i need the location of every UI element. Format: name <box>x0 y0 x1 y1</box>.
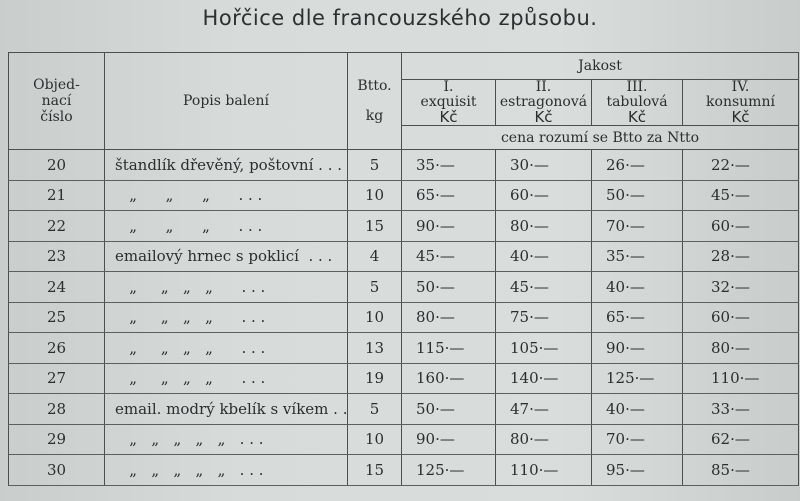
price-quality-1-cell: 45·— <box>402 241 496 272</box>
quality-number: IV. <box>731 79 750 95</box>
description-cell: „ „ „ „ „ . . . <box>105 455 348 486</box>
price-quality-4-cell: 33·— <box>683 394 799 425</box>
weight-cell: 10 <box>348 424 402 455</box>
order-number-cell: 28 <box>9 394 105 425</box>
price-quality-1-cell: 90·— <box>402 424 496 455</box>
description-cell: „ „ „ „ . . . <box>105 272 348 303</box>
table-row <box>9 211 799 242</box>
description-cell: emailový hrnec s poklicí . . . <box>105 241 348 272</box>
price-quality-1-cell: 65·— <box>402 180 496 211</box>
price-quality-4-cell: 80·— <box>683 333 799 364</box>
price-quality-2-cell: 75·— <box>496 302 592 333</box>
price-quality-1-cell: 125·— <box>402 455 496 486</box>
order-number-header-line: číslo <box>40 109 73 125</box>
description-cell: „ „ „ . . . <box>105 211 348 242</box>
description-cell: štandlík dřevěný, poštovní . . . <box>105 150 348 181</box>
table-row <box>9 241 799 272</box>
price-quality-4-cell: 62·— <box>683 424 799 455</box>
table-row <box>9 333 799 364</box>
quality-number: III. <box>626 79 648 95</box>
table-row <box>9 180 799 211</box>
table-row <box>9 302 799 333</box>
quality-1-header <box>402 80 496 126</box>
order-number-cell: 21 <box>9 180 105 211</box>
currency-unit: Kč <box>439 108 458 126</box>
price-quality-1-cell: 50·— <box>402 272 496 303</box>
order-number-header-line: nací <box>41 93 72 109</box>
price-quality-2-cell: 110·— <box>496 455 592 486</box>
price-quality-3-cell: 40·— <box>592 394 683 425</box>
table-row <box>9 394 799 425</box>
quality-2-header <box>496 80 592 126</box>
order-number-cell: 25 <box>9 302 105 333</box>
order-number-header-line: Objed- <box>33 77 80 93</box>
price-table <box>8 52 799 486</box>
price-quality-3-cell: 70·— <box>592 424 683 455</box>
weight-cell: 5 <box>348 150 402 181</box>
price-quality-3-cell: 95·— <box>592 455 683 486</box>
price-quality-2-cell: 105·— <box>496 333 592 364</box>
page-title: Hořčice dle francouzského způsobu. <box>202 6 598 30</box>
quality-header: Jakost <box>402 53 799 80</box>
price-quality-4-cell: 22·— <box>683 150 799 181</box>
description-cell: „ „ „ „ . . . <box>105 302 348 333</box>
description-cell: email. modrý kbelík s víkem . . <box>105 394 348 425</box>
price-quality-1-cell: 90·— <box>402 211 496 242</box>
price-quality-4-cell: 60·— <box>683 302 799 333</box>
weight-cell: 5 <box>348 394 402 425</box>
price-quality-3-cell: 35·— <box>592 241 683 272</box>
weight-cell: 4 <box>348 241 402 272</box>
price-quality-1-cell: 115·— <box>402 333 496 364</box>
price-quality-2-cell: 80·— <box>496 424 592 455</box>
table-row <box>9 455 799 486</box>
weight-header <box>348 53 402 150</box>
description-header: Popis balení <box>105 53 348 150</box>
price-quality-3-cell: 50·— <box>592 180 683 211</box>
table-row <box>9 272 799 303</box>
order-number-cell: 22 <box>9 211 105 242</box>
table-row <box>9 150 799 181</box>
weight-cell: 10 <box>348 302 402 333</box>
table-row <box>9 424 799 455</box>
price-quality-4-cell: 60·— <box>683 211 799 242</box>
price-quality-1-cell: 50·— <box>402 394 496 425</box>
order-number-cell: 20 <box>9 150 105 181</box>
table-row <box>9 363 799 394</box>
weight-header-line: Btto. <box>357 78 392 94</box>
price-quality-3-cell: 70·— <box>592 211 683 242</box>
price-quality-4-cell: 28·— <box>683 241 799 272</box>
currency-unit: Kč <box>534 108 553 126</box>
table-body <box>9 150 799 486</box>
price-quality-2-cell: 140·— <box>496 363 592 394</box>
order-number-header <box>9 53 105 150</box>
price-quality-1-cell: 160·— <box>402 363 496 394</box>
weight-cell: 19 <box>348 363 402 394</box>
price-quality-4-cell: 32·— <box>683 272 799 303</box>
quality-name: estragonová <box>499 94 588 110</box>
order-number-cell: 29 <box>9 424 105 455</box>
price-quality-2-cell: 40·— <box>496 241 592 272</box>
weight-header-line: kg <box>365 108 384 124</box>
weight-cell: 10 <box>348 180 402 211</box>
price-quality-2-cell: 60·— <box>496 180 592 211</box>
order-number-cell: 23 <box>9 241 105 272</box>
price-quality-2-cell: 45·— <box>496 272 592 303</box>
quality-name: tabulová <box>606 94 668 110</box>
quality-4-header <box>683 80 799 126</box>
price-quality-2-cell: 80·— <box>496 211 592 242</box>
order-number-cell: 24 <box>9 272 105 303</box>
quality-3-header <box>592 80 683 126</box>
price-quality-3-cell: 125·— <box>592 363 683 394</box>
price-quality-1-cell: 80·— <box>402 302 496 333</box>
quality-number: II. <box>535 79 552 95</box>
price-quality-4-cell: 45·— <box>683 180 799 211</box>
quality-name: exquisit <box>420 94 477 110</box>
currency-unit: Kč <box>731 108 750 126</box>
price-quality-4-cell: 110·— <box>683 363 799 394</box>
description-cell: „ „ „ „ . . . <box>105 333 348 364</box>
weight-cell: 5 <box>348 272 402 303</box>
order-number-cell: 30 <box>9 455 105 486</box>
price-quality-3-cell: 65·— <box>592 302 683 333</box>
description-cell: „ „ „ „ . . . <box>105 363 348 394</box>
description-cell: „ „ „ . . . <box>105 180 348 211</box>
quality-name: konsumní <box>706 94 775 110</box>
currency-unit: Kč <box>627 108 647 126</box>
price-quality-3-cell: 90·— <box>592 333 683 364</box>
weight-cell: 15 <box>348 211 402 242</box>
price-quality-3-cell: 26·— <box>592 150 683 181</box>
price-quality-2-cell: 30·— <box>496 150 592 181</box>
quality-number: I. <box>443 79 454 95</box>
order-number-cell: 26 <box>9 333 105 364</box>
price-quality-3-cell: 40·— <box>592 272 683 303</box>
order-number-cell: 27 <box>9 363 105 394</box>
price-quality-4-cell: 85·— <box>683 455 799 486</box>
price-quality-1-cell: 35·— <box>402 150 496 181</box>
weight-cell: 15 <box>348 455 402 486</box>
price-note: cena rozumí se Btto za Ntto <box>402 126 799 150</box>
description-cell: „ „ „ „ „ . . . <box>105 424 348 455</box>
price-quality-2-cell: 47·— <box>496 394 592 425</box>
weight-cell: 13 <box>348 333 402 364</box>
